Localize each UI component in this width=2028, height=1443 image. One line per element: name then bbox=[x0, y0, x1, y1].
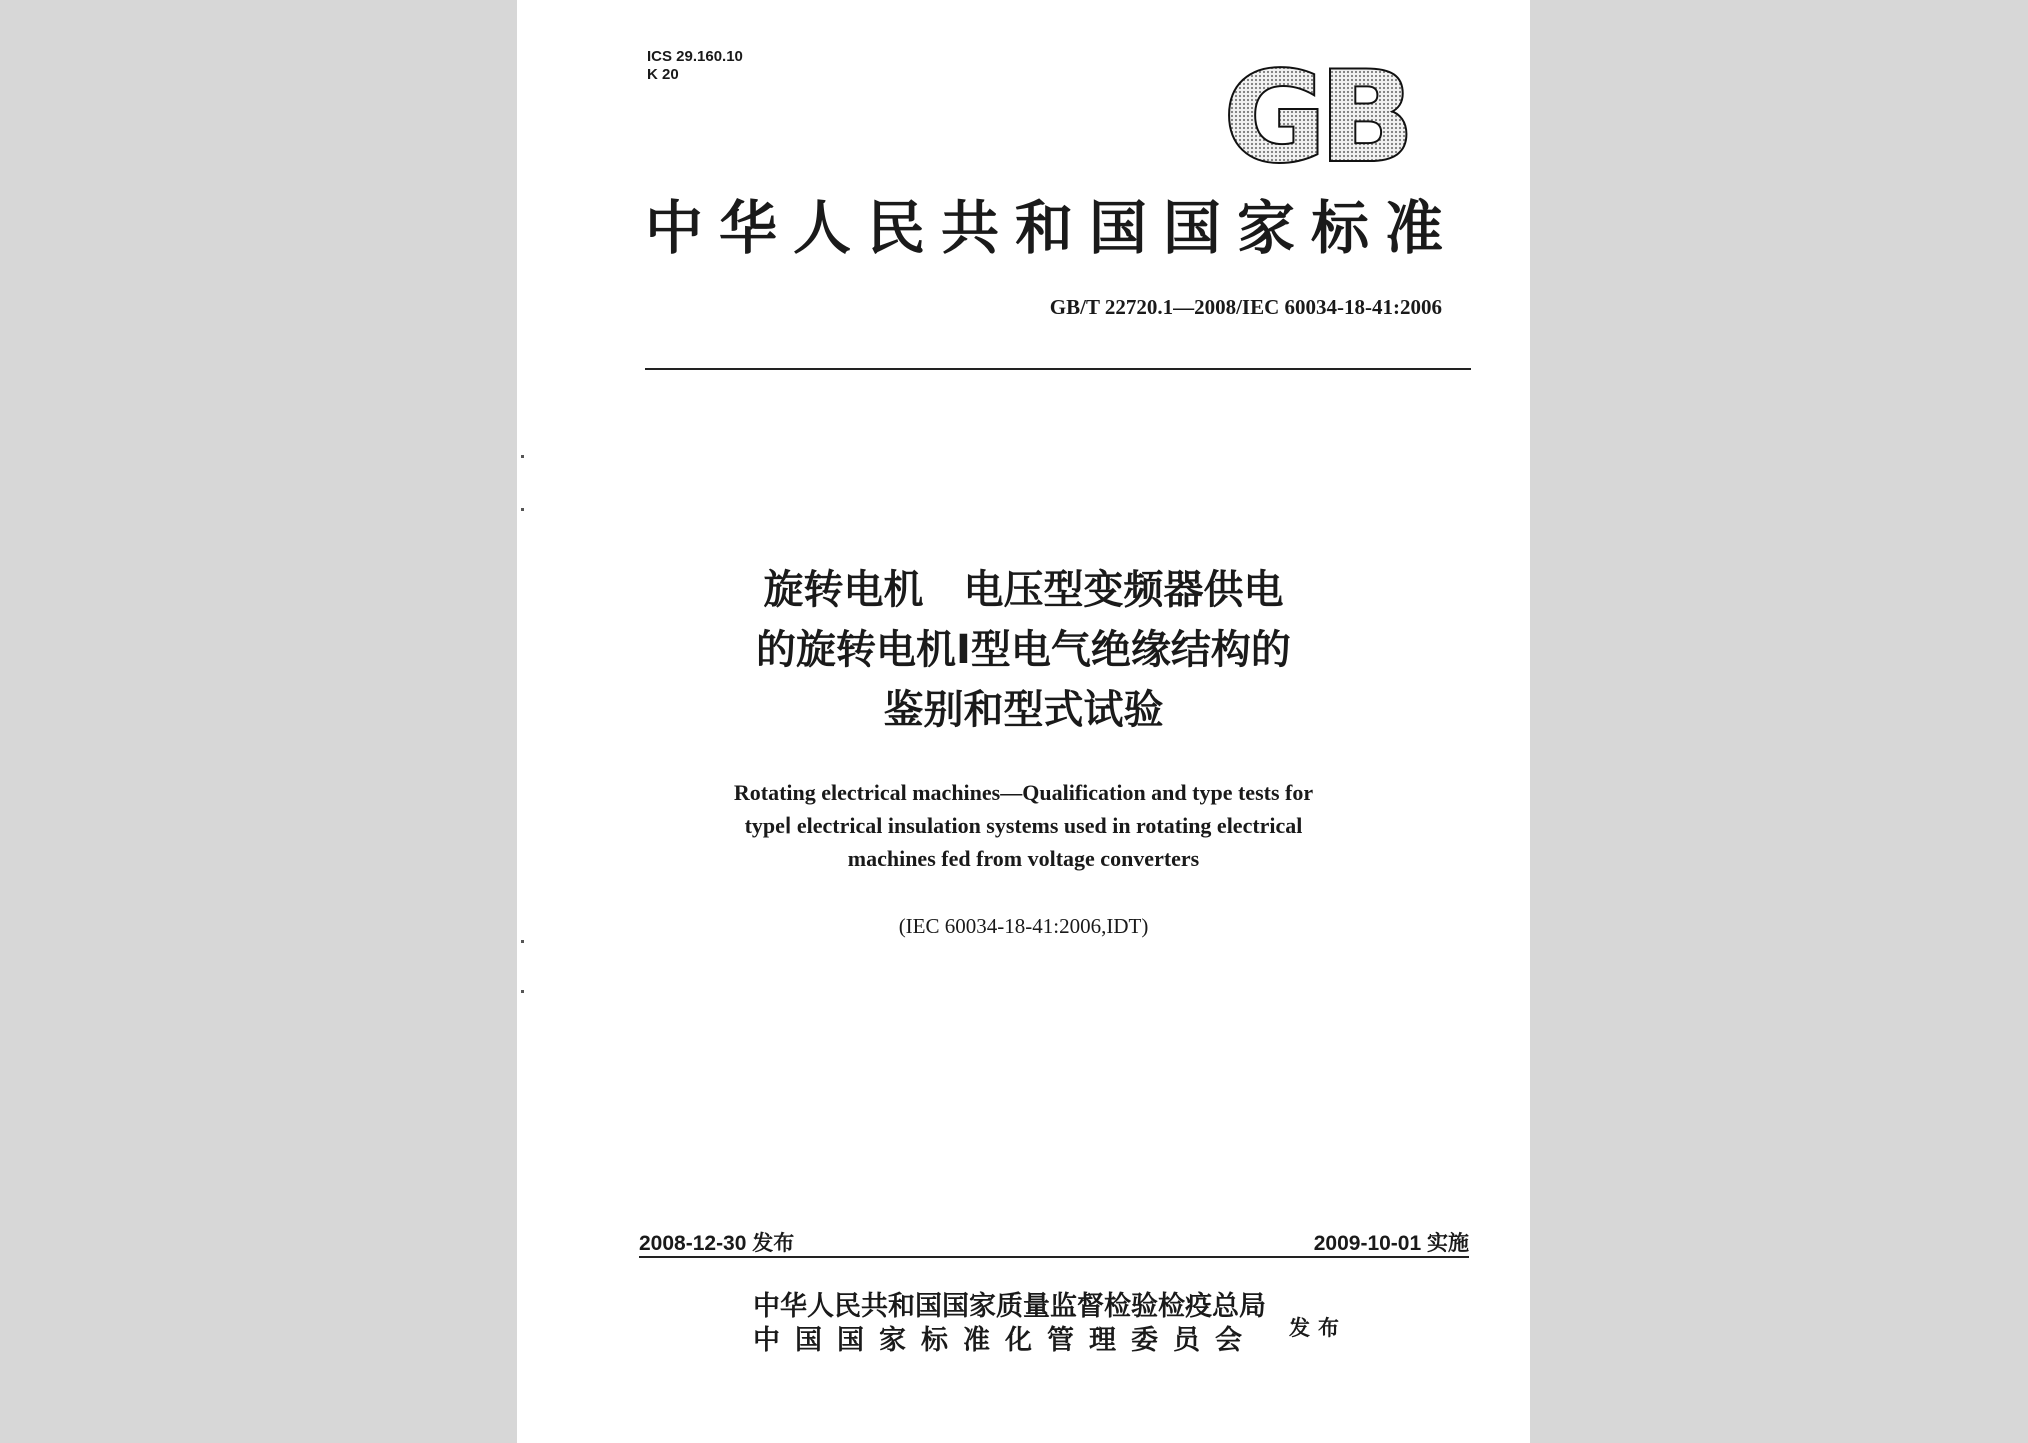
margin-mark bbox=[521, 508, 524, 511]
margin-mark bbox=[521, 940, 524, 943]
english-title-line: machines fed from voltage converters bbox=[847, 846, 1200, 871]
gb-logo bbox=[1214, 58, 1419, 171]
chinese-title bbox=[517, 560, 1530, 740]
national-standard-title: 中华人民共和国国家标准 bbox=[645, 194, 1460, 262]
margin-mark bbox=[521, 990, 524, 993]
bottom-divider bbox=[639, 1256, 1469, 1258]
iec-equivalence: (IEC 60034-18-41:2006,IDT) bbox=[898, 914, 1149, 938]
chinese-title-line: 的旋转电机Ⅰ型电气绝缘结构的 bbox=[756, 627, 1291, 673]
issuer-sac: 中国国家标准化管理委员会 bbox=[753, 1325, 1257, 1356]
english-title-line: typeⅠ electrical insulation systems used in rotating electrical bbox=[744, 813, 1303, 838]
standard-cover-page bbox=[517, 0, 1530, 1443]
issuing-bodies bbox=[753, 1290, 1266, 1358]
implementation-date: 2009-10-01 实施 bbox=[1313, 1232, 1469, 1255]
publish-date: 2008-12-30 发布 bbox=[639, 1232, 795, 1255]
classification-codes bbox=[647, 48, 743, 84]
ics-code: ICS 29.160.10 bbox=[647, 48, 743, 65]
standard-number: GB/T 22720.1—2008/IEC 60034-18-41:2006 bbox=[1049, 295, 1442, 319]
gb-logo-text: GB bbox=[1223, 58, 1409, 171]
issuer-aqsiq: 中华人民共和国国家质量监督检验检疫总局 bbox=[753, 1291, 1266, 1322]
issue-label: 发布 bbox=[1289, 1316, 1347, 1340]
english-title-line: Rotating electrical machines—Qualification and type tests for bbox=[733, 780, 1314, 805]
margin-mark bbox=[521, 455, 524, 458]
chinese-title-line: 旋转电机 电压型变频器供电 bbox=[763, 567, 1284, 613]
top-divider bbox=[645, 368, 1471, 370]
english-title bbox=[517, 776, 1530, 875]
chinese-title-line: 鉴别和型式试验 bbox=[883, 687, 1164, 733]
ccs-code: K 20 bbox=[647, 66, 679, 83]
